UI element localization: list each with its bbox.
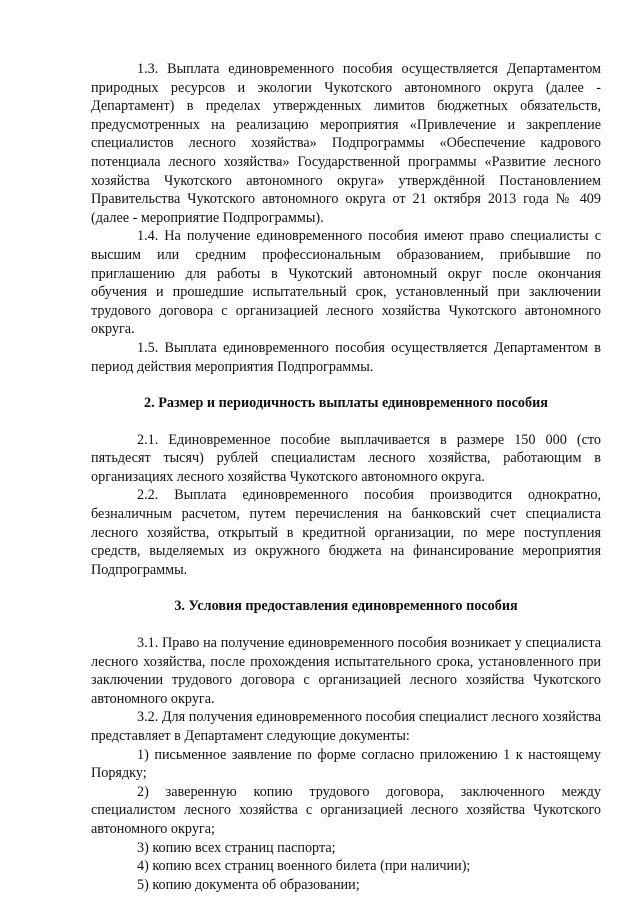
section-3-heading: 3. Условия предоставления единовременного пособия: [174, 598, 518, 615]
section-2-heading: 2. Размер и периодичность выплаты единовременного пособия: [144, 395, 548, 412]
paragraph-1-3: 1.3. Выплата единовременного пособия осуществляется Департаментом природных ресурсов и экологии Чукотского автономного округа (далее - Департамент) в пределах утвержденных лимитов бюджетных обязательств, предусмотренных на реализацию мероприятия «Привлечение и закрепление специалистов лесного хозяйства» Подпрограммы «Обеспечение кадрового потенциала лесного хозяйства» Государственной программы «Развитие лесного хозяйства Чукотского автономного округа» утверждённой Постановлением Правительства Чукотского автономного округа от 21 октября 2013 года № 409 (далее - мероприятие Подпрограммы).: [91, 61, 601, 226]
paragraph-3-2: 3.2. Для получения единовременного пособия специалист лесного хозяйства представляет в Департамент следующие документы:: [91, 709, 601, 744]
list-item-5: 5) копию документа об образовании;: [137, 876, 360, 893]
paragraph-1-5: 1.5. Выплата единовременного пособия осуществляется Департаментом в период действия мероприятия Подпрограммы.: [91, 339, 601, 375]
list-item-4: 4) копию всех страниц военного билета (при наличии);: [137, 858, 471, 875]
section-1: [91, 60, 601, 376]
list-item-3: 3) копию всех страниц паспорта;: [137, 839, 336, 856]
paragraph-2-2: 2.2. Выплата единовременного пособия производится однократно, безналичным расчетом, путем перечисления на банковский счет специалиста лесного хозяйства, открытый в кредитной организации, по мере поступления средств, выделяемых из окружного бюджета на финансирование мероприятия Подпрограммы.: [91, 487, 601, 578]
section-3: [91, 634, 601, 894]
paragraph-1-4: 1.4. На получение единовременного пособия имеют право специалисты с высшим или средним профессиональным образованием, прибывшие по приглашению для работы в Чукотский автономный округ после окончания обучения и прошедшие испытательный срок, установленный при заключении трудового договора с организацией лесного хозяйства Чукотского автономного округа.: [91, 228, 601, 338]
paragraph-3-1: 3.1. Право на получение единовременного пособия возникает у специалиста лесного хозяйства, после прохождения испытательного срока, установленного при заключении трудового договора с организацией лесного хозяйства Чукотского автономного округа.: [91, 635, 601, 707]
list-item-1: 1) письменное заявление по форме согласно приложению 1 к настоящему Порядку;: [91, 746, 601, 782]
list-item-2: 2) заверенную копию трудового договора, заключенного между специалистом лесного хозяйства с организацией лесного хозяйства Чукотского автономного округа;: [91, 783, 601, 837]
section-2: [91, 431, 601, 580]
paragraph-2-1: 2.1. Единовременное пособие выплачивается в размере 150 000 (сто пятьдесят тысяч) рублей специалистам лесного хозяйства, работающим в организациях лесного хозяйства Чукотского автономного округа.: [91, 431, 601, 485]
document-page: [91, 60, 601, 894]
